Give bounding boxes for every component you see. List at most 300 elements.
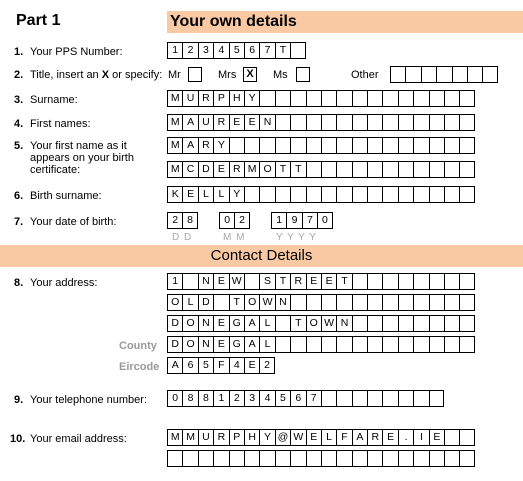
char-cell[interactable]: [467, 66, 482, 83]
char-cell[interactable]: [429, 273, 444, 290]
char-cell[interactable]: [352, 161, 367, 178]
char-cell[interactable]: [367, 137, 382, 154]
char-cell[interactable]: M: [182, 429, 197, 446]
char-cell[interactable]: [413, 186, 428, 203]
char-cell[interactable]: [321, 114, 336, 131]
char-cell[interactable]: 2: [234, 212, 249, 229]
title-ms-checkbox[interactable]: [296, 67, 310, 82]
char-cell[interactable]: [459, 186, 474, 203]
char-cell[interactable]: [213, 450, 228, 467]
char-cell[interactable]: 6: [182, 357, 197, 374]
char-cell[interactable]: [390, 66, 405, 83]
char-cell[interactable]: T: [290, 315, 305, 332]
char-cell[interactable]: S: [259, 273, 274, 290]
char-cell[interactable]: 1: [167, 273, 182, 290]
char-cell[interactable]: [398, 137, 413, 154]
surname-field[interactable]: [167, 90, 475, 107]
char-cell[interactable]: 2: [167, 212, 182, 229]
char-cell[interactable]: [259, 90, 274, 107]
char-cell[interactable]: [459, 161, 474, 178]
char-cell[interactable]: [321, 336, 336, 353]
char-cell[interactable]: [275, 186, 290, 203]
char-cell[interactable]: [413, 294, 428, 311]
char-cell[interactable]: N: [336, 315, 351, 332]
char-cell[interactable]: [429, 450, 444, 467]
first-names-field[interactable]: [167, 114, 475, 131]
char-cell[interactable]: [429, 137, 444, 154]
char-cell[interactable]: [459, 137, 474, 154]
char-cell[interactable]: [321, 137, 336, 154]
char-cell[interactable]: 6: [290, 390, 305, 407]
char-cell[interactable]: L: [182, 294, 197, 311]
char-cell[interactable]: [275, 336, 290, 353]
char-cell[interactable]: O: [167, 294, 182, 311]
char-cell[interactable]: [367, 186, 382, 203]
char-cell[interactable]: 4: [229, 357, 244, 374]
char-cell[interactable]: [352, 137, 367, 154]
char-cell[interactable]: [413, 315, 428, 332]
char-cell[interactable]: U: [198, 429, 213, 446]
char-cell[interactable]: 5: [198, 357, 213, 374]
char-cell[interactable]: Y: [259, 429, 274, 446]
char-cell[interactable]: [444, 294, 459, 311]
char-cell[interactable]: [167, 450, 182, 467]
char-cell[interactable]: M: [244, 161, 259, 178]
char-cell[interactable]: [459, 90, 474, 107]
char-cell[interactable]: 9: [286, 212, 301, 229]
char-cell[interactable]: I: [413, 429, 428, 446]
char-cell[interactable]: M: [167, 429, 182, 446]
char-cell[interactable]: 7: [306, 390, 321, 407]
char-cell[interactable]: [321, 90, 336, 107]
char-cell[interactable]: A: [244, 336, 259, 353]
char-cell[interactable]: R: [229, 161, 244, 178]
char-cell[interactable]: [444, 114, 459, 131]
char-cell[interactable]: O: [244, 294, 259, 311]
char-cell[interactable]: [382, 336, 397, 353]
char-cell[interactable]: [421, 66, 436, 83]
char-cell[interactable]: [290, 336, 305, 353]
char-cell[interactable]: [336, 161, 351, 178]
char-cell[interactable]: R: [198, 90, 213, 107]
char-cell[interactable]: [336, 137, 351, 154]
char-cell[interactable]: [290, 450, 305, 467]
char-cell[interactable]: [259, 450, 274, 467]
char-cell[interactable]: [444, 315, 459, 332]
char-cell[interactable]: [290, 42, 305, 59]
char-cell[interactable]: [336, 450, 351, 467]
char-cell[interactable]: E: [229, 114, 244, 131]
char-cell[interactable]: [452, 66, 467, 83]
char-cell[interactable]: [244, 450, 259, 467]
char-cell[interactable]: O: [182, 315, 197, 332]
char-cell[interactable]: E: [244, 357, 259, 374]
char-cell[interactable]: A: [352, 429, 367, 446]
char-cell[interactable]: [413, 114, 428, 131]
char-cell[interactable]: [244, 186, 259, 203]
char-cell[interactable]: E: [321, 273, 336, 290]
char-cell[interactable]: [413, 137, 428, 154]
char-cell[interactable]: [444, 429, 459, 446]
title-mrs-checkbox[interactable]: X: [243, 67, 257, 82]
char-cell[interactable]: [444, 273, 459, 290]
char-cell[interactable]: [182, 450, 197, 467]
char-cell[interactable]: [429, 90, 444, 107]
char-cell[interactable]: 5: [229, 42, 244, 59]
char-cell[interactable]: [306, 336, 321, 353]
char-cell[interactable]: 1: [167, 42, 182, 59]
char-cell[interactable]: T: [336, 273, 351, 290]
char-cell[interactable]: [182, 273, 197, 290]
char-cell[interactable]: [290, 186, 305, 203]
char-cell[interactable]: T: [275, 42, 290, 59]
char-cell[interactable]: [444, 450, 459, 467]
char-cell[interactable]: [321, 186, 336, 203]
char-cell[interactable]: [444, 161, 459, 178]
char-cell[interactable]: 0: [167, 390, 182, 407]
char-cell[interactable]: 4: [213, 42, 228, 59]
char-cell[interactable]: W: [321, 315, 336, 332]
address-label: 8. Your address:: [14, 277, 98, 289]
char-cell[interactable]: E: [306, 273, 321, 290]
char-cell[interactable]: T: [275, 273, 290, 290]
char-cell[interactable]: [244, 137, 259, 154]
char-cell[interactable]: N: [259, 114, 274, 131]
email-field-2[interactable]: [167, 450, 475, 467]
char-cell[interactable]: [436, 66, 451, 83]
eircode-label: Eircode: [119, 361, 160, 373]
char-cell[interactable]: [413, 450, 428, 467]
char-cell[interactable]: [429, 294, 444, 311]
char-cell[interactable]: 8: [182, 390, 197, 407]
char-cell[interactable]: [352, 390, 367, 407]
char-cell[interactable]: P: [229, 429, 244, 446]
char-cell[interactable]: [405, 66, 420, 83]
dob-month-field[interactable]: [219, 212, 250, 229]
char-cell[interactable]: [367, 294, 382, 311]
char-cell[interactable]: 5: [275, 390, 290, 407]
char-cell[interactable]: R: [290, 273, 305, 290]
title-mr-checkbox[interactable]: [188, 67, 202, 82]
char-cell[interactable]: [382, 450, 397, 467]
char-cell[interactable]: [413, 336, 428, 353]
dob-year-field[interactable]: [271, 212, 333, 229]
char-cell[interactable]: U: [198, 114, 213, 131]
char-cell[interactable]: [382, 161, 397, 178]
char-cell[interactable]: [275, 90, 290, 107]
char-cell[interactable]: [275, 137, 290, 154]
char-cell[interactable]: [367, 114, 382, 131]
char-cell[interactable]: [459, 336, 474, 353]
char-cell[interactable]: [290, 294, 305, 311]
char-cell[interactable]: [306, 450, 321, 467]
char-cell[interactable]: L: [198, 186, 213, 203]
char-cell[interactable]: [398, 273, 413, 290]
char-cell[interactable]: .: [398, 429, 413, 446]
char-cell[interactable]: F: [213, 357, 228, 374]
char-cell[interactable]: A: [167, 357, 182, 374]
char-cell[interactable]: [352, 186, 367, 203]
char-cell[interactable]: [459, 450, 474, 467]
char-cell[interactable]: C: [182, 161, 197, 178]
char-cell[interactable]: [367, 315, 382, 332]
char-cell[interactable]: [367, 161, 382, 178]
char-cell[interactable]: [413, 273, 428, 290]
char-cell[interactable]: [352, 114, 367, 131]
char-cell[interactable]: E: [306, 429, 321, 446]
char-cell[interactable]: D: [167, 336, 182, 353]
county-field[interactable]: [167, 336, 475, 353]
char-cell[interactable]: [382, 390, 397, 407]
char-cell[interactable]: R: [198, 137, 213, 154]
char-cell[interactable]: E: [213, 315, 228, 332]
char-cell[interactable]: [367, 273, 382, 290]
char-cell[interactable]: [382, 186, 397, 203]
char-cell[interactable]: L: [259, 315, 274, 332]
char-cell[interactable]: [259, 186, 274, 203]
char-cell[interactable]: W: [259, 294, 274, 311]
char-cell[interactable]: D: [167, 315, 182, 332]
char-cell[interactable]: [459, 315, 474, 332]
char-cell[interactable]: [398, 450, 413, 467]
char-cell[interactable]: [352, 450, 367, 467]
char-cell[interactable]: E: [213, 336, 228, 353]
char-cell[interactable]: 0: [219, 212, 234, 229]
char-cell[interactable]: O: [259, 161, 274, 178]
char-cell[interactable]: [459, 429, 474, 446]
char-cell[interactable]: [321, 161, 336, 178]
char-cell[interactable]: [382, 137, 397, 154]
char-cell[interactable]: 4: [259, 390, 274, 407]
dob-month-hint: M M: [223, 232, 246, 243]
char-cell[interactable]: [398, 336, 413, 353]
char-cell[interactable]: [444, 90, 459, 107]
char-cell[interactable]: [198, 450, 213, 467]
char-cell[interactable]: [382, 114, 397, 131]
char-cell[interactable]: [429, 390, 444, 407]
email-field-1[interactable]: [167, 429, 475, 446]
char-cell[interactable]: [382, 294, 397, 311]
char-cell[interactable]: 8: [198, 390, 213, 407]
char-cell[interactable]: [306, 90, 321, 107]
char-cell[interactable]: 7: [302, 212, 317, 229]
char-cell[interactable]: F: [336, 429, 351, 446]
char-cell[interactable]: [336, 390, 351, 407]
char-cell[interactable]: T: [229, 294, 244, 311]
address-line-3[interactable]: [167, 315, 475, 332]
char-cell[interactable]: [244, 273, 259, 290]
char-cell[interactable]: A: [182, 137, 197, 154]
char-cell[interactable]: E: [382, 429, 397, 446]
char-cell[interactable]: Y: [244, 90, 259, 107]
char-cell[interactable]: 2: [182, 42, 197, 59]
char-cell[interactable]: [429, 336, 444, 353]
char-cell[interactable]: L: [321, 429, 336, 446]
char-cell[interactable]: [429, 161, 444, 178]
char-cell[interactable]: T: [275, 161, 290, 178]
char-cell[interactable]: [367, 450, 382, 467]
char-cell[interactable]: [459, 114, 474, 131]
char-cell[interactable]: D: [198, 161, 213, 178]
char-cell[interactable]: [482, 66, 497, 83]
char-cell[interactable]: [229, 450, 244, 467]
char-cell[interactable]: [336, 294, 351, 311]
char-cell[interactable]: 3: [244, 390, 259, 407]
char-cell[interactable]: [367, 90, 382, 107]
char-cell[interactable]: [306, 161, 321, 178]
char-cell[interactable]: [336, 186, 351, 203]
address-line-2[interactable]: [167, 294, 475, 311]
char-cell[interactable]: [398, 294, 413, 311]
char-cell[interactable]: [444, 137, 459, 154]
char-cell[interactable]: [429, 186, 444, 203]
char-cell[interactable]: N: [198, 336, 213, 353]
dob-day-hint: D D: [172, 232, 193, 243]
birth-first-name-field-1[interactable]: [167, 137, 475, 154]
char-cell[interactable]: 0: [317, 212, 332, 229]
char-cell[interactable]: E: [244, 114, 259, 131]
char-cell[interactable]: [336, 336, 351, 353]
birth-first-name-label: 5. Your first name as it appears on your birth certificate:: [14, 140, 134, 176]
char-cell[interactable]: O: [306, 315, 321, 332]
char-cell[interactable]: 8: [182, 212, 197, 229]
char-cell[interactable]: L: [213, 186, 228, 203]
char-cell[interactable]: P: [213, 90, 228, 107]
birth-first-name-field-2[interactable]: [167, 161, 475, 178]
char-cell[interactable]: W: [290, 429, 305, 446]
char-cell[interactable]: M: [167, 114, 182, 131]
char-cell[interactable]: [413, 161, 428, 178]
char-cell[interactable]: [398, 90, 413, 107]
char-cell[interactable]: [382, 273, 397, 290]
char-cell[interactable]: [429, 114, 444, 131]
phone-field[interactable]: [167, 390, 444, 407]
char-cell[interactable]: M: [167, 137, 182, 154]
char-cell[interactable]: K: [167, 186, 182, 203]
char-cell[interactable]: E: [213, 161, 228, 178]
char-cell[interactable]: R: [367, 429, 382, 446]
char-cell[interactable]: G: [229, 336, 244, 353]
char-cell[interactable]: E: [429, 429, 444, 446]
char-cell[interactable]: D: [198, 294, 213, 311]
char-cell[interactable]: [306, 186, 321, 203]
char-cell[interactable]: L: [259, 336, 274, 353]
char-cell[interactable]: [290, 114, 305, 131]
char-cell[interactable]: 2: [229, 390, 244, 407]
char-cell[interactable]: [367, 336, 382, 353]
char-cell[interactable]: [413, 390, 428, 407]
char-cell[interactable]: 6: [244, 42, 259, 59]
char-cell[interactable]: A: [182, 114, 197, 131]
char-cell[interactable]: M: [167, 161, 182, 178]
char-cell[interactable]: [352, 336, 367, 353]
char-cell[interactable]: [398, 186, 413, 203]
char-cell[interactable]: [352, 273, 367, 290]
part-label: Part 1: [16, 12, 61, 29]
char-cell[interactable]: [259, 137, 274, 154]
char-cell[interactable]: O: [182, 336, 197, 353]
title-ms-label: Ms: [273, 69, 288, 81]
char-cell[interactable]: [382, 315, 397, 332]
char-cell[interactable]: N: [198, 273, 213, 290]
char-cell[interactable]: 2: [259, 357, 274, 374]
char-cell[interactable]: [352, 294, 367, 311]
char-cell[interactable]: A: [244, 315, 259, 332]
birth-surname-field[interactable]: [167, 186, 475, 203]
char-cell[interactable]: [275, 114, 290, 131]
char-cell[interactable]: [306, 294, 321, 311]
char-cell[interactable]: [398, 114, 413, 131]
char-cell[interactable]: E: [182, 186, 197, 203]
char-cell[interactable]: R: [213, 429, 228, 446]
char-cell[interactable]: [321, 450, 336, 467]
char-cell[interactable]: [336, 114, 351, 131]
address-line-1[interactable]: [167, 273, 475, 290]
char-cell[interactable]: 7: [259, 42, 274, 59]
char-cell[interactable]: [336, 90, 351, 107]
char-cell[interactable]: [275, 450, 290, 467]
char-cell[interactable]: E: [213, 273, 228, 290]
char-cell[interactable]: [352, 90, 367, 107]
pps-field[interactable]: [167, 42, 306, 59]
char-cell[interactable]: R: [213, 114, 228, 131]
char-cell[interactable]: [352, 315, 367, 332]
char-cell[interactable]: [290, 137, 305, 154]
char-cell[interactable]: [382, 90, 397, 107]
char-cell[interactable]: Y: [229, 186, 244, 203]
char-cell[interactable]: [213, 294, 228, 311]
char-cell[interactable]: Y: [213, 137, 228, 154]
char-cell[interactable]: [398, 161, 413, 178]
char-cell[interactable]: [444, 186, 459, 203]
char-cell[interactable]: N: [275, 294, 290, 311]
char-cell[interactable]: [459, 273, 474, 290]
char-cell[interactable]: [306, 114, 321, 131]
char-cell[interactable]: 1: [271, 212, 286, 229]
char-cell[interactable]: [367, 390, 382, 407]
char-cell[interactable]: [398, 390, 413, 407]
char-cell[interactable]: G: [229, 315, 244, 332]
surname-label: 3. Surname:: [14, 94, 78, 106]
dob-day-field[interactable]: [167, 212, 198, 229]
char-cell[interactable]: [444, 336, 459, 353]
char-cell[interactable]: [321, 390, 336, 407]
eircode-field[interactable]: [167, 357, 275, 374]
char-cell[interactable]: M: [167, 90, 182, 107]
char-cell[interactable]: [275, 315, 290, 332]
char-cell[interactable]: [413, 90, 428, 107]
char-cell[interactable]: T: [290, 161, 305, 178]
char-cell[interactable]: H: [244, 429, 259, 446]
char-cell[interactable]: H: [229, 90, 244, 107]
char-cell[interactable]: [306, 137, 321, 154]
char-cell[interactable]: W: [229, 273, 244, 290]
char-cell[interactable]: [290, 90, 305, 107]
contact-details-title: Contact Details: [0, 245, 523, 267]
char-cell[interactable]: [429, 315, 444, 332]
char-cell[interactable]: 3: [198, 42, 213, 59]
char-cell[interactable]: 1: [213, 390, 228, 407]
title-other-field[interactable]: [390, 66, 498, 83]
char-cell[interactable]: @: [275, 429, 290, 446]
char-cell[interactable]: [398, 315, 413, 332]
char-cell[interactable]: N: [198, 315, 213, 332]
char-cell[interactable]: U: [182, 90, 197, 107]
dob-year-hint: Y Y Y Y: [276, 232, 317, 243]
char-cell[interactable]: [459, 294, 474, 311]
char-cell[interactable]: [229, 137, 244, 154]
char-cell[interactable]: [321, 294, 336, 311]
